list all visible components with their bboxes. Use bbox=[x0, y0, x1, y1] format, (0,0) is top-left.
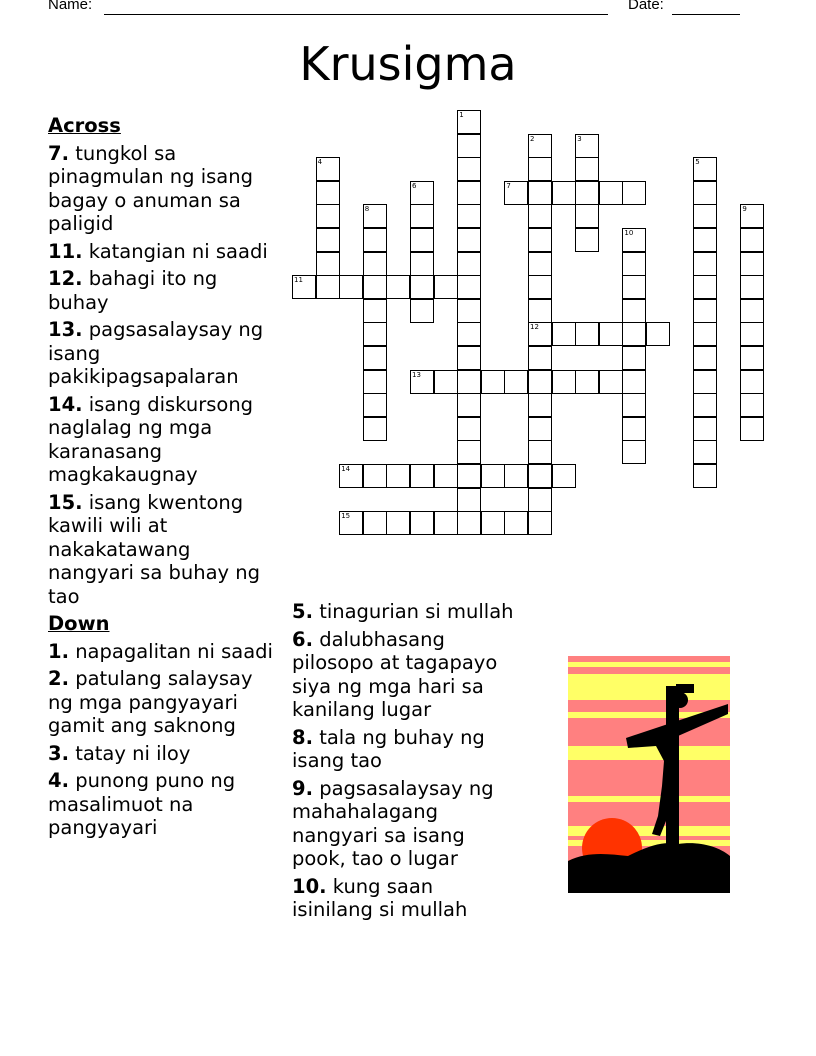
grid-cell-number: 10 bbox=[624, 229, 634, 237]
grid-cell[interactable] bbox=[740, 275, 764, 299]
grid-cell[interactable] bbox=[363, 299, 387, 323]
grid-cell[interactable] bbox=[622, 299, 646, 323]
grid-cell[interactable] bbox=[693, 464, 717, 488]
grid-cell-number: 3 bbox=[577, 134, 582, 143]
grid-cell[interactable] bbox=[693, 393, 717, 417]
grid-cell[interactable] bbox=[575, 134, 599, 158]
grid-cell[interactable] bbox=[434, 275, 458, 299]
grid-cell[interactable] bbox=[434, 464, 458, 488]
grid-cell[interactable] bbox=[457, 440, 481, 464]
clue-column-left bbox=[48, 114, 276, 844]
grid-cell[interactable] bbox=[575, 204, 599, 228]
grid-cell[interactable] bbox=[339, 464, 363, 488]
clue-across-15: 15. isang kwentong kawili wili at nakakatawang nangyari sa buhay ng tao bbox=[48, 490, 260, 608]
grid-cell-number: 14 bbox=[341, 465, 351, 473]
grid-cell[interactable] bbox=[481, 464, 505, 488]
grid-cell[interactable] bbox=[457, 370, 481, 394]
clue-down-2: 2. patulang salaysay ng mga pangyayari gamit ang saknong bbox=[48, 667, 253, 737]
clue-down-10: 10. kung saan isinilang si mullah bbox=[292, 874, 468, 921]
grid-cell[interactable] bbox=[434, 511, 458, 535]
grid-cell[interactable] bbox=[386, 275, 410, 299]
grid-cell[interactable] bbox=[363, 275, 387, 299]
grid-cell[interactable] bbox=[504, 181, 528, 205]
grid-cell[interactable] bbox=[410, 252, 434, 276]
grid-cell[interactable] bbox=[622, 417, 646, 441]
grid-cell[interactable] bbox=[693, 157, 717, 181]
grid-cell[interactable] bbox=[316, 228, 340, 252]
grid-cell[interactable] bbox=[528, 228, 552, 252]
grid-cell[interactable] bbox=[622, 346, 646, 370]
grid-cell[interactable] bbox=[646, 322, 670, 346]
grid-cell[interactable] bbox=[622, 228, 646, 252]
grid-cell[interactable] bbox=[575, 370, 599, 394]
grid-cell-number: 1 bbox=[459, 111, 464, 119]
grid-cell[interactable] bbox=[740, 370, 764, 394]
grid-cell[interactable] bbox=[740, 252, 764, 276]
grid-cell[interactable] bbox=[339, 275, 363, 299]
grid-cell[interactable] bbox=[528, 370, 552, 394]
clue-down-5: 5. tinagurian si mullah bbox=[292, 600, 514, 623]
grid-cell[interactable] bbox=[457, 299, 481, 323]
grid-cell[interactable] bbox=[528, 134, 552, 158]
grid-cell[interactable] bbox=[740, 417, 764, 441]
grid-cell[interactable] bbox=[386, 464, 410, 488]
grid-cell[interactable] bbox=[693, 275, 717, 299]
grid-cell[interactable] bbox=[552, 464, 576, 488]
grid-cell[interactable] bbox=[528, 299, 552, 323]
grid-cell[interactable] bbox=[693, 370, 717, 394]
grid-cell[interactable] bbox=[316, 157, 340, 181]
grid-cell[interactable] bbox=[622, 322, 646, 346]
grid-cell[interactable] bbox=[410, 464, 434, 488]
grid-cell[interactable] bbox=[316, 252, 340, 276]
grid-cell[interactable] bbox=[504, 511, 528, 535]
clue-across-11: 11. katangian ni saadi bbox=[48, 239, 268, 263]
grid-cell[interactable] bbox=[693, 181, 717, 205]
grid-cell-number: 15 bbox=[341, 512, 351, 521]
grid-cell[interactable] bbox=[693, 322, 717, 346]
grid-cell[interactable] bbox=[528, 464, 552, 488]
grid-cell[interactable] bbox=[575, 157, 599, 181]
grid-cell[interactable] bbox=[504, 464, 528, 488]
grid-cell[interactable] bbox=[457, 417, 481, 441]
grid-cell[interactable] bbox=[457, 157, 481, 181]
grid-cell[interactable] bbox=[457, 322, 481, 346]
grid-cell[interactable] bbox=[528, 346, 552, 370]
grid-cell[interactable] bbox=[528, 252, 552, 276]
grid-cell-number: 7 bbox=[506, 181, 511, 190]
grid-cell[interactable] bbox=[528, 275, 552, 299]
grid-cell[interactable] bbox=[457, 228, 481, 252]
grid-cell[interactable] bbox=[457, 181, 481, 205]
grid-cell[interactable] bbox=[575, 228, 599, 252]
clue-column-right bbox=[292, 600, 518, 926]
grid-cell[interactable] bbox=[481, 370, 505, 394]
grid-cell[interactable] bbox=[363, 322, 387, 346]
grid-cell[interactable] bbox=[410, 511, 434, 535]
grid-cell[interactable] bbox=[528, 393, 552, 417]
grid-cell[interactable] bbox=[363, 252, 387, 276]
clue-down-6: 6. dalubhasang pilosopo at tagapayo siya ng mga hari sa kanilang lugar bbox=[292, 627, 498, 721]
grid-cell-number: 9 bbox=[742, 205, 747, 214]
down-heading: Down bbox=[48, 612, 110, 635]
grid-cell[interactable] bbox=[599, 370, 623, 394]
grid-cell[interactable] bbox=[622, 370, 646, 394]
grid-cell[interactable] bbox=[363, 370, 387, 394]
grid-cell[interactable] bbox=[457, 511, 481, 535]
clue-across-13: 13. pagsasalaysay ng isang pakikipagsapalaran bbox=[48, 318, 264, 388]
clue-across-14: 14. isang diskursong naglalag ng mga karanasang magkakaugnay bbox=[48, 392, 254, 486]
date-label: Date: bbox=[628, 0, 664, 13]
grid-cell[interactable] bbox=[410, 228, 434, 252]
grid-cell[interactable] bbox=[363, 417, 387, 441]
clue-across-7: 7. tungkol sa pinagmulan ng isang bagay o anuman sa paligid bbox=[48, 141, 253, 235]
grid-cell[interactable] bbox=[622, 181, 646, 205]
date-field[interactable] bbox=[672, 14, 740, 15]
grid-cell-number: 6 bbox=[412, 181, 417, 190]
grid-cell[interactable] bbox=[622, 275, 646, 299]
grid-cell[interactable] bbox=[622, 440, 646, 464]
grid-cell[interactable] bbox=[599, 322, 623, 346]
grid-cell[interactable] bbox=[363, 511, 387, 535]
grid-cell[interactable] bbox=[410, 275, 434, 299]
grid-cell[interactable] bbox=[457, 134, 481, 158]
grid-cell[interactable] bbox=[552, 370, 576, 394]
name-label: Name: bbox=[48, 0, 93, 13]
grid-cell[interactable] bbox=[528, 322, 552, 346]
grid-cell[interactable] bbox=[622, 393, 646, 417]
grid-cell[interactable] bbox=[316, 275, 340, 299]
clue-down-3: 3. tatay ni iloy bbox=[48, 741, 191, 765]
grid-cell[interactable] bbox=[363, 228, 387, 252]
grid-cell[interactable] bbox=[457, 252, 481, 276]
clue-down-9: 9. pagsasalaysay ng mahahalagang nangyari sa isang pook, tao o lugar bbox=[292, 776, 494, 870]
grid-cell[interactable] bbox=[575, 322, 599, 346]
grid-cell[interactable] bbox=[457, 204, 481, 228]
grid-cell[interactable] bbox=[504, 370, 528, 394]
grid-cell[interactable] bbox=[740, 228, 764, 252]
grid-cell[interactable] bbox=[434, 370, 458, 394]
grid-cell[interactable] bbox=[740, 322, 764, 346]
grid-cell-number: 13 bbox=[412, 370, 421, 379]
grid-cell-number: 2 bbox=[530, 134, 535, 143]
grid-cell[interactable] bbox=[410, 181, 434, 205]
grid-cell[interactable] bbox=[740, 299, 764, 323]
grid-cell[interactable] bbox=[363, 464, 387, 488]
grid-cell[interactable] bbox=[740, 204, 764, 228]
grid-cell[interactable] bbox=[316, 181, 340, 205]
grid-cell[interactable] bbox=[528, 417, 552, 441]
grid-cell[interactable] bbox=[528, 181, 552, 205]
grid-cell[interactable] bbox=[410, 370, 434, 394]
grid-cell[interactable] bbox=[528, 488, 552, 512]
grid-cell[interactable] bbox=[552, 181, 576, 205]
clue-down-1: 1. napagalitan ni saadi bbox=[48, 639, 273, 663]
grid-cell[interactable] bbox=[292, 275, 316, 299]
grid-cell[interactable] bbox=[363, 393, 387, 417]
name-field[interactable] bbox=[104, 14, 608, 15]
grid-cell-number: 12 bbox=[530, 323, 539, 332]
grid-cell[interactable] bbox=[457, 488, 481, 512]
grid-cell[interactable] bbox=[481, 511, 505, 535]
grid-cell[interactable] bbox=[693, 299, 717, 323]
grid-cell[interactable] bbox=[552, 322, 576, 346]
grid-cell[interactable] bbox=[599, 181, 623, 205]
grid-cell[interactable] bbox=[363, 346, 387, 370]
grid-cell[interactable] bbox=[693, 204, 717, 228]
grid-cell[interactable] bbox=[528, 157, 552, 181]
grid-cell[interactable] bbox=[528, 511, 552, 535]
grid-cell[interactable] bbox=[457, 275, 481, 299]
clue-down-8: 8. tala ng buhay ng isang tao bbox=[292, 725, 485, 772]
grid-cell[interactable] bbox=[693, 252, 717, 276]
grid-cell[interactable] bbox=[693, 417, 717, 441]
clue-down-4: 4. punong puno ng masalimuot na pangyayari bbox=[48, 769, 236, 839]
grid-cell[interactable] bbox=[693, 228, 717, 252]
grid-cell[interactable] bbox=[386, 511, 410, 535]
grid-cell[interactable] bbox=[316, 204, 340, 228]
grid-cell[interactable] bbox=[410, 204, 434, 228]
grid-cell[interactable] bbox=[339, 511, 363, 535]
grid-cell[interactable] bbox=[363, 204, 387, 228]
grid-cell-number: 5 bbox=[695, 158, 700, 167]
grid-cell[interactable] bbox=[575, 181, 599, 205]
grid-cell-number: 8 bbox=[364, 205, 370, 214]
grid-cell-number: 4 bbox=[317, 158, 323, 167]
grid-cell[interactable] bbox=[457, 346, 481, 370]
grid-cell[interactable] bbox=[457, 393, 481, 417]
grid-cell[interactable] bbox=[528, 440, 552, 464]
grid-cell[interactable] bbox=[457, 464, 481, 488]
grid-cell[interactable] bbox=[528, 204, 552, 228]
clue-across-12: 12. bahagi ito ng buhay bbox=[48, 267, 218, 314]
grid-cell[interactable] bbox=[693, 346, 717, 370]
grid-cell[interactable] bbox=[622, 252, 646, 276]
header-line bbox=[48, 0, 748, 18]
puzzle-title: Krusigma bbox=[299, 37, 517, 91]
grid-cell[interactable] bbox=[410, 299, 434, 323]
grid-cell-number: 11 bbox=[294, 276, 303, 285]
grid-cell[interactable] bbox=[457, 110, 481, 134]
across-heading: Across bbox=[48, 114, 121, 137]
grid-cell[interactable] bbox=[740, 346, 764, 370]
grid-cell[interactable] bbox=[693, 440, 717, 464]
crucifix-sunset-icon bbox=[568, 656, 730, 893]
grid-cell[interactable] bbox=[740, 393, 764, 417]
